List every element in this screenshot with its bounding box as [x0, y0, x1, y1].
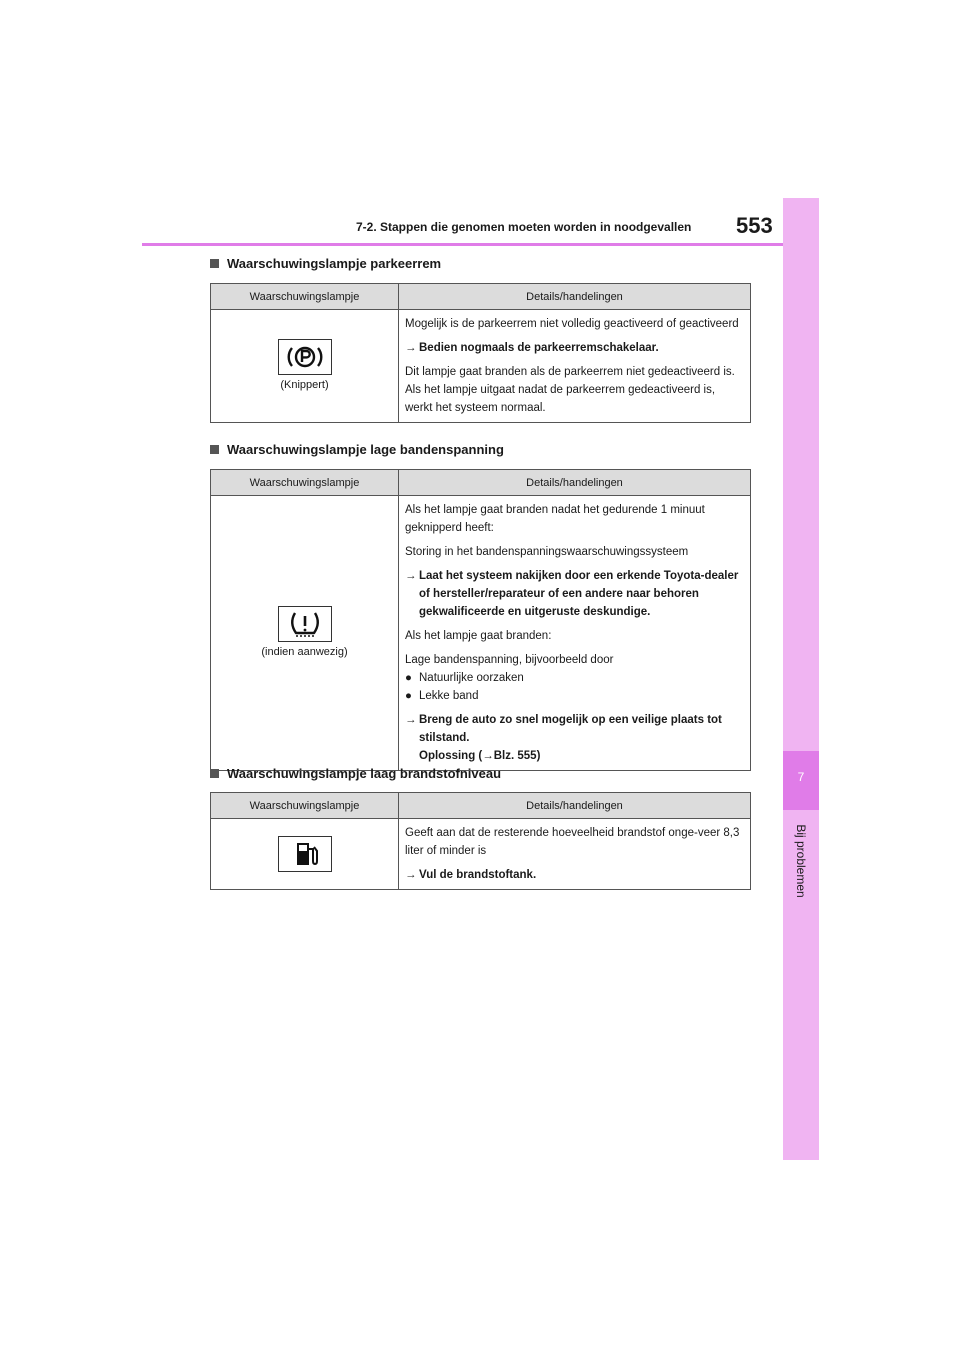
table-header-row — [211, 793, 751, 819]
light-cell — [211, 496, 399, 771]
table-parking-brake — [210, 283, 751, 423]
bullet-icon: ● — [405, 672, 412, 684]
section-square-icon — [210, 769, 219, 778]
detail-text: Lage bandenspanning, bijvoorbeeld door — [405, 654, 614, 666]
col-header-details: Details/handelingen — [399, 284, 751, 310]
chapter-number: 7 — [797, 770, 805, 784]
light-cell — [211, 310, 399, 423]
col-header-light: Waarschuwingslampje — [211, 793, 399, 819]
col-header-details: Details/handelingen — [399, 470, 751, 496]
action-text: Bedien nogmaals de parkeerremschakelaar. — [419, 342, 659, 354]
table-row — [211, 819, 751, 890]
section-square-icon — [210, 259, 219, 268]
bullet-icon: ● — [405, 690, 412, 702]
parking-brake-icon — [278, 339, 332, 375]
page-reference: Oplossing (→Blz. 555) — [419, 750, 541, 762]
detail-text: Als het lampje gaat branden: — [405, 630, 552, 642]
section-title-fuel-level — [210, 766, 501, 781]
details-cell — [399, 496, 751, 771]
table-tire-pressure — [210, 469, 751, 771]
light-caption: (indien aanwezig) — [261, 645, 348, 658]
bullet-item — [405, 687, 744, 705]
table-row — [211, 310, 751, 423]
details-cell — [399, 310, 751, 423]
header-rule — [142, 243, 783, 246]
action-text: Laat het systeem nakijken door een erkende Toyota-dealer of hersteller/reparateur of een andere naar behoren gekwalificeerde en uitgeruste deskundige. — [419, 570, 739, 618]
detail-text: Dit lampje gaat branden als de parkeerrem niet gedeactiveerd is. Als het lampje uitgaat nadat de parkeerrem gedeactiveerd is, werkt het systeem normaal. — [405, 366, 735, 414]
details-cell — [399, 819, 751, 890]
col-header-details: Details/handelingen — [399, 793, 751, 819]
tire-pressure-icon — [278, 606, 332, 642]
bullet-item — [405, 669, 744, 687]
table-header-row — [211, 284, 751, 310]
arrow-icon: → — [405, 869, 417, 881]
detail-text: Storing in het bandenspanningswaarschuwingssysteem — [405, 546, 689, 558]
table-fuel-level — [210, 792, 751, 890]
table-row — [211, 496, 751, 771]
section-title-text: Waarschuwingslampje parkeerrem — [227, 256, 442, 271]
section-title-tire-pressure — [210, 442, 504, 457]
bullet-text: Natuurlijke oorzaken — [419, 672, 524, 684]
section-title-text: Waarschuwingslampje lage bandenspanning — [227, 442, 504, 457]
action-text: Vul de brandstoftank. — [419, 869, 537, 881]
action-item — [405, 567, 744, 621]
action-item — [405, 339, 744, 357]
action-item — [405, 711, 744, 765]
section-title-text: Waarschuwingslampje laag brandstofniveau — [227, 766, 502, 781]
col-header-light: Waarschuwingslampje — [211, 284, 399, 310]
arrow-icon: → — [405, 714, 417, 726]
page-number: 553 — [736, 213, 773, 238]
col-header-light: Waarschuwingslampje — [211, 470, 399, 496]
arrow-icon: → — [405, 570, 417, 582]
detail-text: Als het lampje gaat branden nadat het gedurende 1 minuut geknipperd heeft: — [405, 504, 705, 534]
detail-text: Mogelijk is de parkeerrem niet volledig geactiveerd of geactiveerd — [405, 318, 739, 330]
detail-text: Geeft aan dat de resterende hoeveelheid brandstof onge-veer 8,3 liter of minder is — [405, 827, 740, 857]
arrow-icon: → — [405, 342, 417, 354]
light-cell — [211, 819, 399, 890]
light-caption: (Knippert) — [280, 378, 329, 391]
section-square-icon — [210, 445, 219, 454]
running-header-section: 7-2. Stappen die genomen moeten worden in noodgevallen — [356, 220, 692, 234]
action-item — [405, 866, 744, 884]
section-title-parking-brake — [210, 256, 441, 271]
fuel-pump-icon — [278, 836, 332, 872]
bullet-text: Lekke band — [419, 690, 479, 702]
table-header-row — [211, 470, 751, 496]
chapter-side-tab — [783, 198, 819, 1160]
action-text: Breng de auto zo snel mogelijk op een veilige plaats tot stilstand. — [419, 714, 722, 744]
chapter-title: Bij problemen — [794, 824, 808, 898]
